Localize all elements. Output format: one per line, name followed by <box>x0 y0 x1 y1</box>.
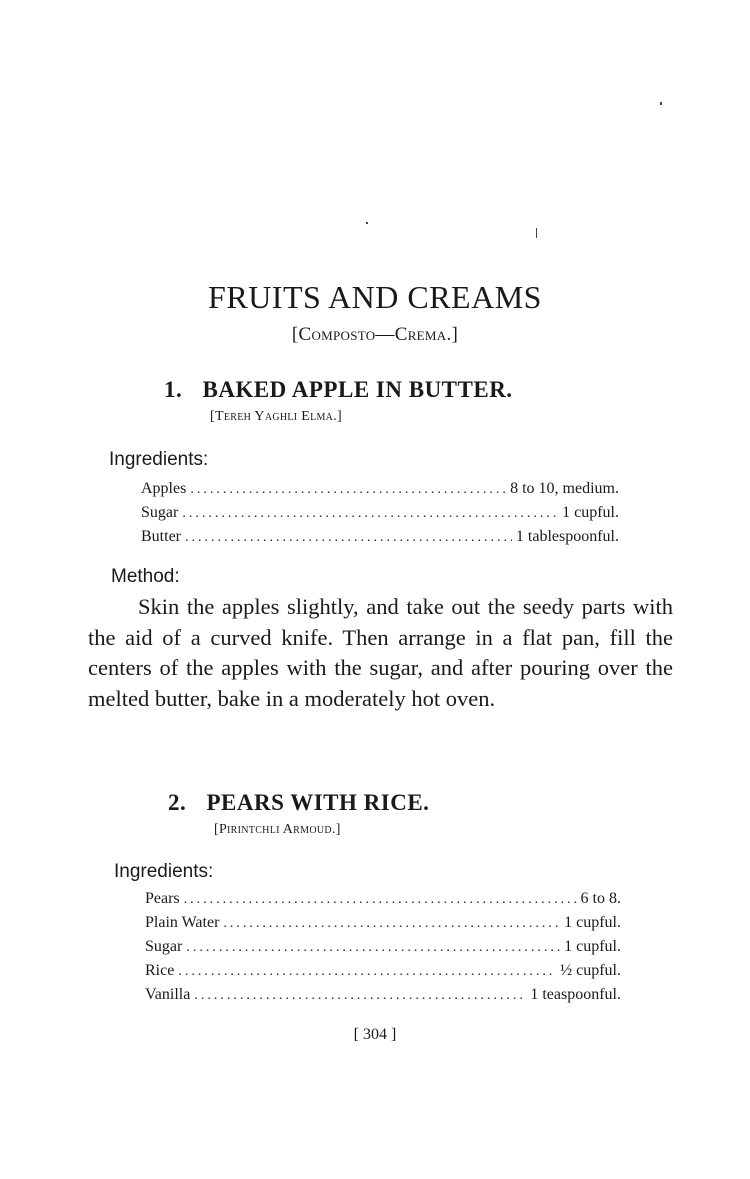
ingredient-row <box>145 986 621 1010</box>
ingredient-row <box>145 914 621 938</box>
ingredient-qty: 8 to 10, medium. <box>510 480 619 497</box>
recipe-title: PEARS WITH RICE. <box>206 790 430 815</box>
section-subtitle: [Composto—Crema.] <box>291 324 459 345</box>
recipe-number: 2. <box>168 790 187 815</box>
ink-speck <box>536 228 537 238</box>
ingredient-row <box>141 528 619 552</box>
dot-leader <box>182 506 558 522</box>
dot-leader <box>194 988 526 1004</box>
ink-speck <box>366 222 368 224</box>
dot-leader <box>185 530 512 546</box>
ingredient-row <box>145 890 621 914</box>
ingredient-qty: 1 cupful. <box>564 938 621 955</box>
dot-leader <box>178 964 556 980</box>
ingredient-row <box>141 504 619 528</box>
recipe-1-heading <box>164 377 513 403</box>
ingredient-name: Butter <box>141 528 181 545</box>
dot-leader <box>190 482 506 498</box>
section-title: FRUITS AND CREAMS <box>208 279 542 315</box>
ingredients-list <box>141 480 619 552</box>
recipe-2-heading <box>168 790 429 816</box>
recipe-1-subtitle: [Tereh Yaghli Elma.] <box>210 409 342 424</box>
ingredient-qty: 1 cupful. <box>564 914 621 931</box>
dot-leader <box>186 940 560 956</box>
recipe-2-subtitle: [Pirintchli Armoud.] <box>214 822 341 837</box>
dot-leader <box>223 916 560 932</box>
ingredients-list <box>145 890 621 1010</box>
ingredient-qty: ½ cupful. <box>560 962 621 979</box>
ingredient-name: Apples <box>141 480 187 497</box>
ingredient-name: Vanilla <box>145 986 191 1003</box>
ingredients-label: Ingredients: <box>109 449 209 470</box>
ingredient-name: Rice <box>145 962 175 979</box>
ink-speck <box>660 102 662 105</box>
ingredient-qty: 6 to 8. <box>580 890 621 907</box>
ingredient-row <box>145 938 621 962</box>
method-label: Method: <box>111 566 180 587</box>
ingredient-qty: 1 teaspoonful. <box>530 986 621 1003</box>
ingredient-name: Sugar <box>141 504 179 521</box>
ingredient-row <box>145 962 621 986</box>
recipe-number: 1. <box>164 377 183 402</box>
ingredients-label: Ingredients: <box>114 861 214 882</box>
ingredient-row <box>141 480 619 504</box>
page-number: [ 304 ] <box>353 1026 397 1043</box>
ingredient-name: Plain Water <box>145 914 220 931</box>
recipe-title: BAKED APPLE IN BUTTER. <box>202 377 513 402</box>
ingredient-qty: 1 cupful. <box>562 504 619 521</box>
ingredient-qty: 1 tablespoonful. <box>515 528 619 545</box>
ingredient-name: Pears <box>145 890 180 907</box>
method-text: Skin the apples slightly, and take out the seedy parts with the aid of a curved knife. Then arrange in a flat pan, fill the centers of the apples with the sugar, and after pouring over the melted butter, bake in a moderately hot oven. <box>88 594 673 711</box>
dot-leader <box>184 892 577 908</box>
ingredient-name: Sugar <box>145 938 183 955</box>
